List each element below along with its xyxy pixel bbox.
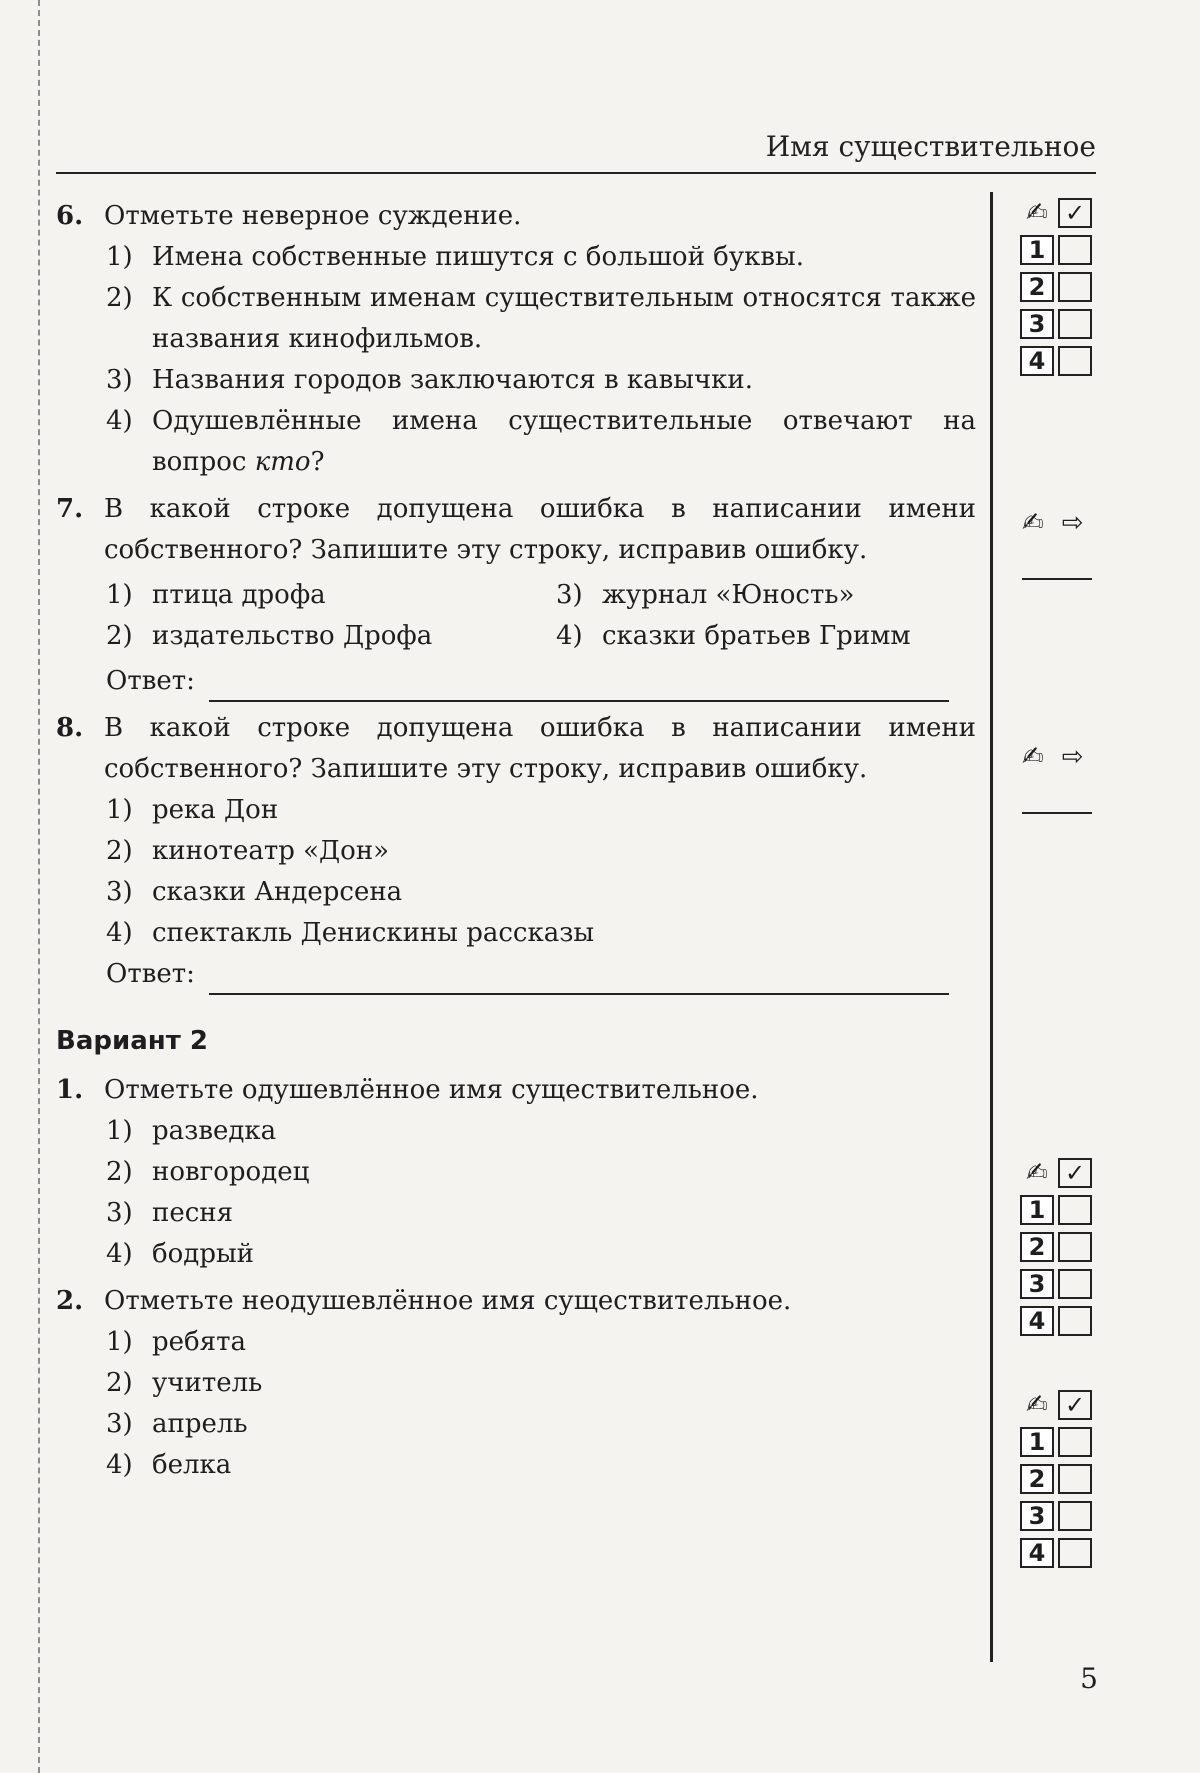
cut-line xyxy=(38,0,40,1773)
option: 4) белка xyxy=(106,1450,232,1480)
option-number-box: 2 xyxy=(1020,1464,1054,1494)
option: 4) Одушевлённые имена существительные отвечают на вопрос кто? xyxy=(106,406,976,477)
write-answer-q8 xyxy=(1022,742,1092,814)
option: 3) сказки Андерсена xyxy=(106,877,403,907)
question-6 xyxy=(56,196,976,483)
answer-checkbox[interactable] xyxy=(1058,346,1092,376)
option-number-box: 3 xyxy=(1020,309,1054,339)
option: 2) К собственным именам существительным относятся также названия кинофильмов. xyxy=(106,283,976,354)
pencil-icon: ✍ xyxy=(1022,508,1044,538)
answer-checkbox[interactable] xyxy=(1058,272,1092,302)
write-answer-line[interactable] xyxy=(1022,812,1092,814)
answer-checkbox[interactable] xyxy=(1058,309,1092,339)
variant-title: Вариант 2 xyxy=(56,1026,208,1056)
option: 1) птица дрофа xyxy=(106,580,326,610)
answer-label: Ответ: xyxy=(106,959,195,989)
option-number-box: 2 xyxy=(1020,1232,1054,1262)
option-number-box: 4 xyxy=(1020,346,1054,376)
option-number-box: 2 xyxy=(1020,272,1054,302)
question-number: 2. xyxy=(56,1286,84,1316)
answer-checkbox[interactable] xyxy=(1058,1232,1092,1262)
option: 3) песня xyxy=(106,1198,234,1228)
option: 4) бодрый xyxy=(106,1239,254,1269)
option: 3) журнал «Юность» xyxy=(556,580,855,610)
option-number-box: 4 xyxy=(1020,1306,1054,1336)
option-number-box: 4 xyxy=(1020,1538,1054,1568)
question-text: Отметьте неверное суждение. xyxy=(104,201,522,231)
answer-checkbox[interactable] xyxy=(1058,1427,1092,1457)
check-icon: ✓ xyxy=(1058,1390,1092,1420)
option: 2) учитель xyxy=(106,1368,263,1398)
pencil-icon: ✍ xyxy=(1026,1390,1048,1420)
option: 3) Названия городов заключаются в кавычки. xyxy=(106,365,753,395)
pencil-icon: ✍ xyxy=(1026,198,1048,228)
option: 4) спектакль Денискины рассказы xyxy=(106,918,595,948)
option: 1) разведка xyxy=(106,1116,277,1146)
question-number: 6. xyxy=(56,201,84,231)
option: 1) ребята xyxy=(106,1327,246,1357)
answer-boxes-v2-q2 xyxy=(1020,1390,1092,1575)
arrow-icon: ⇨ xyxy=(1061,508,1084,538)
page-header-title: Имя существительное xyxy=(765,130,1096,163)
answer-boxes-v2-q1 xyxy=(1020,1158,1092,1343)
question-number: 1. xyxy=(56,1075,84,1105)
question-text: В какой строке допущена ошибка в написании имени собственного? Запишите эту строку, исправив ошибку. xyxy=(104,494,976,565)
question-8 xyxy=(56,708,976,995)
question-text: Отметьте одушевлённое имя существительное. xyxy=(104,1075,759,1105)
arrow-icon: ⇨ xyxy=(1061,742,1084,772)
option: 1) Имена собственные пишутся с большой буквы. xyxy=(106,242,804,272)
option-number-box: 1 xyxy=(1020,1195,1054,1225)
pencil-icon: ✍ xyxy=(1026,1158,1048,1188)
option: 2) кинотеатр «Дон» xyxy=(106,836,390,866)
option-number-box: 3 xyxy=(1020,1269,1054,1299)
option-number-box: 3 xyxy=(1020,1501,1054,1531)
answer-field[interactable] xyxy=(209,670,949,702)
worksheet-content xyxy=(56,196,976,1486)
answer-checkbox[interactable] xyxy=(1058,1306,1092,1336)
header-rule xyxy=(56,172,1096,174)
option: 3) апрель xyxy=(106,1409,248,1439)
answer-checkbox[interactable] xyxy=(1058,1501,1092,1531)
question-text: Отметьте неодушевлённое имя существительное. xyxy=(104,1286,792,1316)
option-number-box: 1 xyxy=(1020,1427,1054,1457)
option: 2) издательство Дрофа xyxy=(106,621,433,651)
variant2-question-1 xyxy=(56,1070,976,1275)
answer-column-rule xyxy=(990,192,993,1662)
answer-checkbox[interactable] xyxy=(1058,1538,1092,1568)
option-number-box: 1 xyxy=(1020,235,1054,265)
question-text: В какой строке допущена ошибка в написании имени собственного? Запишите эту строку, исправив ошибку. xyxy=(104,713,976,784)
answer-field[interactable] xyxy=(209,963,949,995)
answer-checkbox[interactable] xyxy=(1058,1195,1092,1225)
check-icon: ✓ xyxy=(1058,1158,1092,1188)
answer-label: Ответ: xyxy=(106,666,195,696)
write-answer-line[interactable] xyxy=(1022,578,1092,580)
option: 4) сказки братьев Гримм xyxy=(556,621,911,651)
question-7 xyxy=(56,489,976,702)
answer-boxes-q6 xyxy=(1020,198,1092,383)
answer-checkbox[interactable] xyxy=(1058,1269,1092,1299)
option: 1) река Дон xyxy=(106,795,279,825)
page-number: 5 xyxy=(1080,1662,1098,1695)
pencil-icon: ✍ xyxy=(1022,742,1044,772)
write-answer-q7 xyxy=(1022,508,1092,580)
answer-checkbox[interactable] xyxy=(1058,1464,1092,1494)
question-number: 8. xyxy=(56,713,84,743)
option: 2) новгородец xyxy=(106,1157,310,1187)
answer-checkbox[interactable] xyxy=(1058,235,1092,265)
variant2-question-2 xyxy=(56,1281,976,1486)
question-number: 7. xyxy=(56,494,84,524)
check-icon: ✓ xyxy=(1058,198,1092,228)
